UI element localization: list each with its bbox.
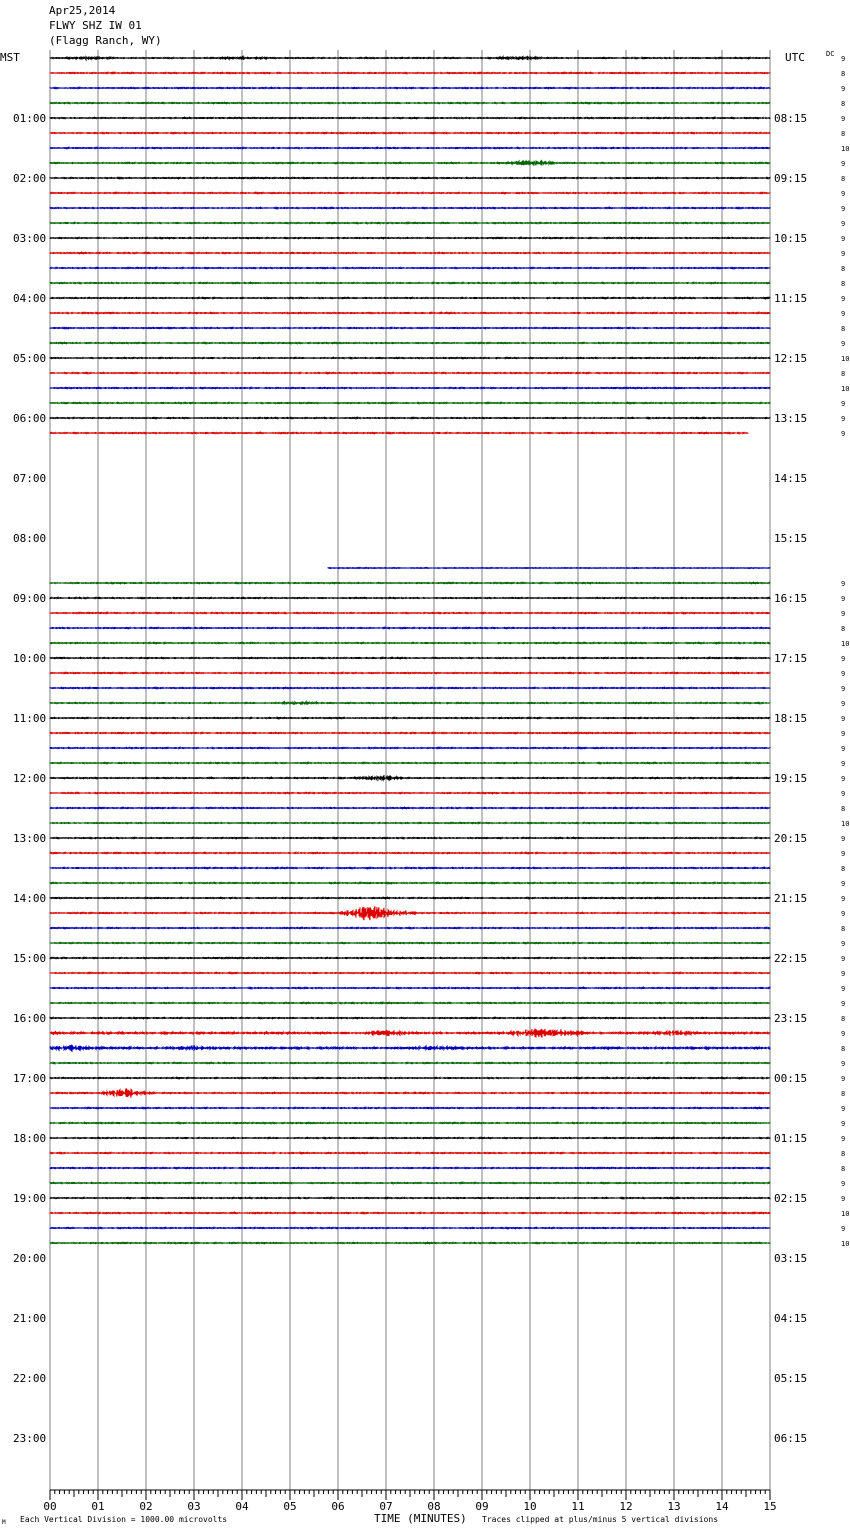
right-hour-label: 10:15	[774, 232, 808, 245]
dc-value-row-55: 9	[841, 880, 846, 888]
trace-row-22	[50, 387, 770, 388]
right-hour-label: 08:15	[774, 112, 808, 125]
trace-row-12	[50, 237, 770, 238]
x-tick-label: 07	[379, 1500, 393, 1513]
x-tick-label: 08	[427, 1500, 441, 1513]
dc-value-row-75: 9	[841, 1180, 846, 1188]
trace-row-47	[50, 762, 770, 763]
x-tick-label: 14	[715, 1500, 729, 1513]
x-tick-label: 03	[187, 1500, 201, 1513]
right-hour-label: 00:15	[774, 1072, 808, 1085]
dc-value-row-40: 9	[841, 655, 846, 663]
trace-row-13	[50, 252, 770, 253]
scale-note: Each Vertical Division = 1000.00 microvolts	[20, 1515, 228, 1524]
dc-value-row-12: 9	[841, 235, 846, 243]
left-hour-label: 16:00	[13, 1012, 47, 1025]
dc-value-row-50: 8	[841, 805, 846, 813]
left-hour-label: 11:00	[13, 712, 47, 725]
right-hour-label: 02:15	[774, 1192, 808, 1205]
trace-row-73	[50, 1152, 770, 1153]
trace-row-38	[50, 627, 770, 628]
trace-row-23	[50, 402, 770, 403]
dc-value-row-3: 8	[841, 100, 846, 108]
trace-row-14	[50, 267, 770, 268]
trace-row-0	[50, 56, 770, 60]
right-hour-label: 21:15	[774, 892, 808, 905]
trace-row-9	[50, 192, 770, 193]
trace-row-76	[50, 1197, 770, 1198]
trace-row-54	[50, 867, 770, 868]
trace-row-57	[50, 906, 770, 920]
dc-value-row-11: 9	[841, 220, 846, 228]
left-hour-label: 03:00	[13, 232, 47, 245]
trace-row-53	[50, 852, 770, 853]
trace-row-56	[50, 897, 770, 898]
x-tick-label: 13	[667, 1500, 681, 1513]
dc-value-row-79: 10	[841, 1240, 850, 1248]
trace-row-18	[50, 327, 770, 328]
dc-value-row-63: 9	[841, 1000, 846, 1008]
left-hour-label: 05:00	[13, 352, 47, 365]
right-hour-label: 13:15	[774, 412, 808, 425]
dc-value-row-13: 9	[841, 250, 846, 258]
left-hour-label: 08:00	[13, 532, 47, 545]
left-hour-label: 20:00	[13, 1252, 47, 1265]
trace-row-36	[50, 597, 770, 598]
dc-value-row-9: 9	[841, 190, 846, 198]
dc-value-row-47: 9	[841, 760, 846, 768]
dc-value-row-2: 9	[841, 85, 846, 93]
trace-row-77	[50, 1212, 770, 1213]
left-hour-label: 12:00	[13, 772, 47, 785]
time-axis	[43, 1490, 776, 1513]
trace-row-58	[50, 927, 770, 928]
dc-value-row-70: 9	[841, 1105, 846, 1113]
trace-row-72	[50, 1137, 770, 1138]
x-tick-label: 00	[43, 1500, 57, 1513]
right-hour-label: 11:15	[774, 292, 808, 305]
left-hour-label: 21:00	[13, 1312, 47, 1325]
x-tick-label: 04	[235, 1500, 249, 1513]
x-tick-label: 12	[619, 1500, 633, 1513]
dc-value-row-65: 9	[841, 1030, 846, 1038]
trace-row-60	[50, 957, 770, 958]
dc-value-row-53: 9	[841, 850, 846, 858]
trace-row-48	[50, 776, 770, 781]
trace-row-62	[50, 987, 770, 988]
left-hour-label: 18:00	[13, 1132, 47, 1145]
dc-value-row-69: 8	[841, 1090, 846, 1098]
trace-row-45	[50, 732, 770, 733]
left-hour-label: 14:00	[13, 892, 47, 905]
right-hour-label: 17:15	[774, 652, 808, 665]
dc-value-row-64: 8	[841, 1015, 846, 1023]
trace-row-37	[50, 612, 770, 613]
trace-row-11	[50, 222, 770, 223]
clip-note: Traces clipped at plus/minus 5 vertical divisions	[482, 1515, 719, 1524]
trace-row-24	[50, 417, 770, 418]
trace-row-1	[50, 72, 770, 73]
dc-value-row-10: 9	[841, 205, 846, 213]
trace-row-21	[50, 372, 770, 373]
minute-gridlines	[50, 50, 770, 1490]
trace-row-78	[50, 1227, 770, 1228]
trace-row-52	[50, 837, 770, 838]
left-hour-label: 01:00	[13, 112, 47, 125]
dc-value-row-77: 10	[841, 1210, 850, 1218]
dc-value-row-45: 9	[841, 730, 846, 738]
trace-row-10	[50, 207, 770, 208]
x-tick-label: 02	[139, 1500, 153, 1513]
left-hour-label: 23:00	[13, 1432, 47, 1445]
left-hour-label: 04:00	[13, 292, 47, 305]
trace-row-3	[50, 102, 770, 103]
dc-value-row-20: 10	[841, 355, 850, 363]
trace-row-59	[50, 942, 770, 943]
dc-value-row-39: 10	[841, 640, 850, 648]
dc-value-row-66: 8	[841, 1045, 846, 1053]
dc-value-row-57: 9	[841, 910, 846, 918]
dc-value-row-54: 8	[841, 865, 846, 873]
dc-value-row-52: 9	[841, 835, 846, 843]
trace-row-75	[50, 1182, 770, 1183]
right-hour-label: 23:15	[774, 1012, 808, 1025]
corner-mark: M	[2, 1519, 6, 1526]
trace-row-41	[50, 672, 770, 673]
dc-label: DC	[826, 50, 835, 58]
dc-value-row-61: 9	[841, 970, 846, 978]
x-tick-label: 06	[331, 1500, 345, 1513]
left-hour-label: 09:00	[13, 592, 47, 605]
trace-row-79	[50, 1242, 770, 1243]
left-zone-label: MST	[0, 51, 20, 64]
right-hour-label: 06:15	[774, 1432, 808, 1445]
trace-row-6	[50, 147, 770, 148]
trace-row-4	[50, 117, 770, 118]
x-tick-label: 05	[283, 1500, 297, 1513]
dc-value-row-17: 9	[841, 310, 846, 318]
dc-value-row-21: 8	[841, 370, 846, 378]
left-hour-label: 17:00	[13, 1072, 47, 1085]
trace-row-66	[50, 1045, 770, 1051]
left-hour-label: 22:00	[13, 1372, 47, 1385]
header-date: Apr25,2014	[49, 4, 116, 17]
trace-row-17	[50, 312, 770, 313]
dc-value-row-1: 8	[841, 70, 846, 78]
right-hour-label: 01:15	[774, 1132, 808, 1145]
dc-value-row-43: 9	[841, 700, 846, 708]
trace-row-40	[50, 657, 770, 658]
dc-value-row-19: 9	[841, 340, 846, 348]
dc-value-row-72: 9	[841, 1135, 846, 1143]
trace-row-49	[50, 792, 770, 793]
x-tick-label: 10	[523, 1500, 537, 1513]
right-hour-label: 15:15	[774, 532, 808, 545]
left-hour-label: 02:00	[13, 172, 47, 185]
right-hour-label: 14:15	[774, 472, 808, 485]
trace-row-25	[50, 432, 748, 433]
x-tick-label: 15	[763, 1500, 777, 1513]
dc-value-row-25: 9	[841, 430, 846, 438]
dc-value-row-23: 9	[841, 400, 846, 408]
dc-value-row-37: 9	[841, 610, 846, 618]
dc-value-row-76: 9	[841, 1195, 846, 1203]
trace-row-39	[50, 642, 770, 643]
header-location: (Flagg Ranch, WY)	[49, 34, 162, 47]
trace-row-50	[50, 807, 770, 808]
left-hour-label: 07:00	[13, 472, 47, 485]
trace-row-2	[50, 87, 770, 88]
dc-value-row-36: 9	[841, 595, 846, 603]
dc-value-row-38: 8	[841, 625, 846, 633]
right-hour-label: 18:15	[774, 712, 808, 725]
right-hour-label: 03:15	[774, 1252, 808, 1265]
right-hour-label: 09:15	[774, 172, 808, 185]
trace-row-74	[50, 1167, 770, 1168]
dc-value-row-62: 9	[841, 985, 846, 993]
x-tick-label: 09	[475, 1500, 489, 1513]
x-tick-label: 11	[571, 1500, 585, 1513]
dc-value-row-58: 8	[841, 925, 846, 933]
trace-row-35	[50, 582, 770, 583]
left-hour-label: 19:00	[13, 1192, 47, 1205]
dc-value-row-44: 9	[841, 715, 846, 723]
dc-value-row-5: 8	[841, 130, 846, 138]
trace-row-70	[50, 1107, 770, 1108]
right-hour-label: 20:15	[774, 832, 808, 845]
dc-value-row-8: 8	[841, 175, 846, 183]
dc-value-row-41: 9	[841, 670, 846, 678]
dc-value-row-78: 9	[841, 1225, 846, 1233]
dc-value-row-46: 9	[841, 745, 846, 753]
dc-value-row-73: 8	[841, 1150, 846, 1158]
dc-value-row-60: 9	[841, 955, 846, 963]
dc-value-row-67: 9	[841, 1060, 846, 1068]
dc-value-row-51: 10	[841, 820, 850, 828]
right-hour-label: 16:15	[774, 592, 808, 605]
trace-row-15	[50, 282, 770, 283]
dc-value-row-6: 10	[841, 145, 850, 153]
right-hour-label: 04:15	[774, 1312, 808, 1325]
right-hour-label: 19:15	[774, 772, 808, 785]
trace-row-34	[328, 568, 770, 569]
right-zone-label: UTC	[785, 51, 805, 64]
dc-value-row-22: 10	[841, 385, 850, 393]
dc-value-row-35: 9	[841, 580, 846, 588]
right-hour-label: 12:15	[774, 352, 808, 365]
x-tick-label: 01	[91, 1500, 105, 1513]
dc-value-row-18: 8	[841, 325, 846, 333]
dc-value-row-15: 8	[841, 280, 846, 288]
dc-value-row-0: 9	[841, 55, 846, 63]
left-hour-label: 13:00	[13, 832, 47, 845]
trace-row-16	[50, 297, 770, 298]
trace-row-42	[50, 687, 770, 688]
left-hour-label: 10:00	[13, 652, 47, 665]
seismic-traces	[50, 56, 770, 1243]
trace-row-71	[50, 1122, 770, 1123]
dc-value-row-14: 8	[841, 265, 846, 273]
dc-value-row-71: 9	[841, 1120, 846, 1128]
trace-row-44	[50, 717, 770, 718]
right-hour-label: 22:15	[774, 952, 808, 965]
trace-row-55	[50, 882, 770, 883]
trace-row-7	[50, 160, 770, 165]
trace-row-20	[50, 357, 770, 358]
dc-value-row-24: 9	[841, 415, 846, 423]
dc-value-row-59: 9	[841, 940, 846, 948]
trace-row-43	[50, 702, 770, 705]
trace-row-64	[50, 1017, 770, 1018]
dc-value-row-74: 8	[841, 1165, 846, 1173]
dc-value-row-56: 9	[841, 895, 846, 903]
right-hour-label: 05:15	[774, 1372, 808, 1385]
trace-row-19	[50, 342, 770, 343]
trace-row-63	[50, 1002, 770, 1003]
left-hour-label: 06:00	[13, 412, 47, 425]
trace-row-8	[50, 177, 770, 178]
header-station: FLWY SHZ IW 01	[49, 19, 142, 32]
trace-row-68	[50, 1077, 770, 1078]
left-hour-label: 15:00	[13, 952, 47, 965]
trace-row-51	[50, 822, 770, 823]
dc-value-row-42: 9	[841, 685, 846, 693]
trace-row-61	[50, 972, 770, 973]
dc-value-row-48: 9	[841, 775, 846, 783]
dc-value-row-4: 9	[841, 115, 846, 123]
trace-row-65	[50, 1029, 770, 1038]
trace-row-69	[50, 1088, 770, 1097]
trace-row-46	[50, 747, 770, 748]
dc-value-row-68: 9	[841, 1075, 846, 1083]
dc-value-row-49: 9	[841, 790, 846, 798]
trace-row-67	[50, 1062, 770, 1063]
trace-row-5	[50, 132, 770, 133]
dc-value-row-7: 9	[841, 160, 846, 168]
dc-value-row-16: 9	[841, 295, 846, 303]
x-axis-label: TIME (MINUTES)	[374, 1512, 467, 1525]
